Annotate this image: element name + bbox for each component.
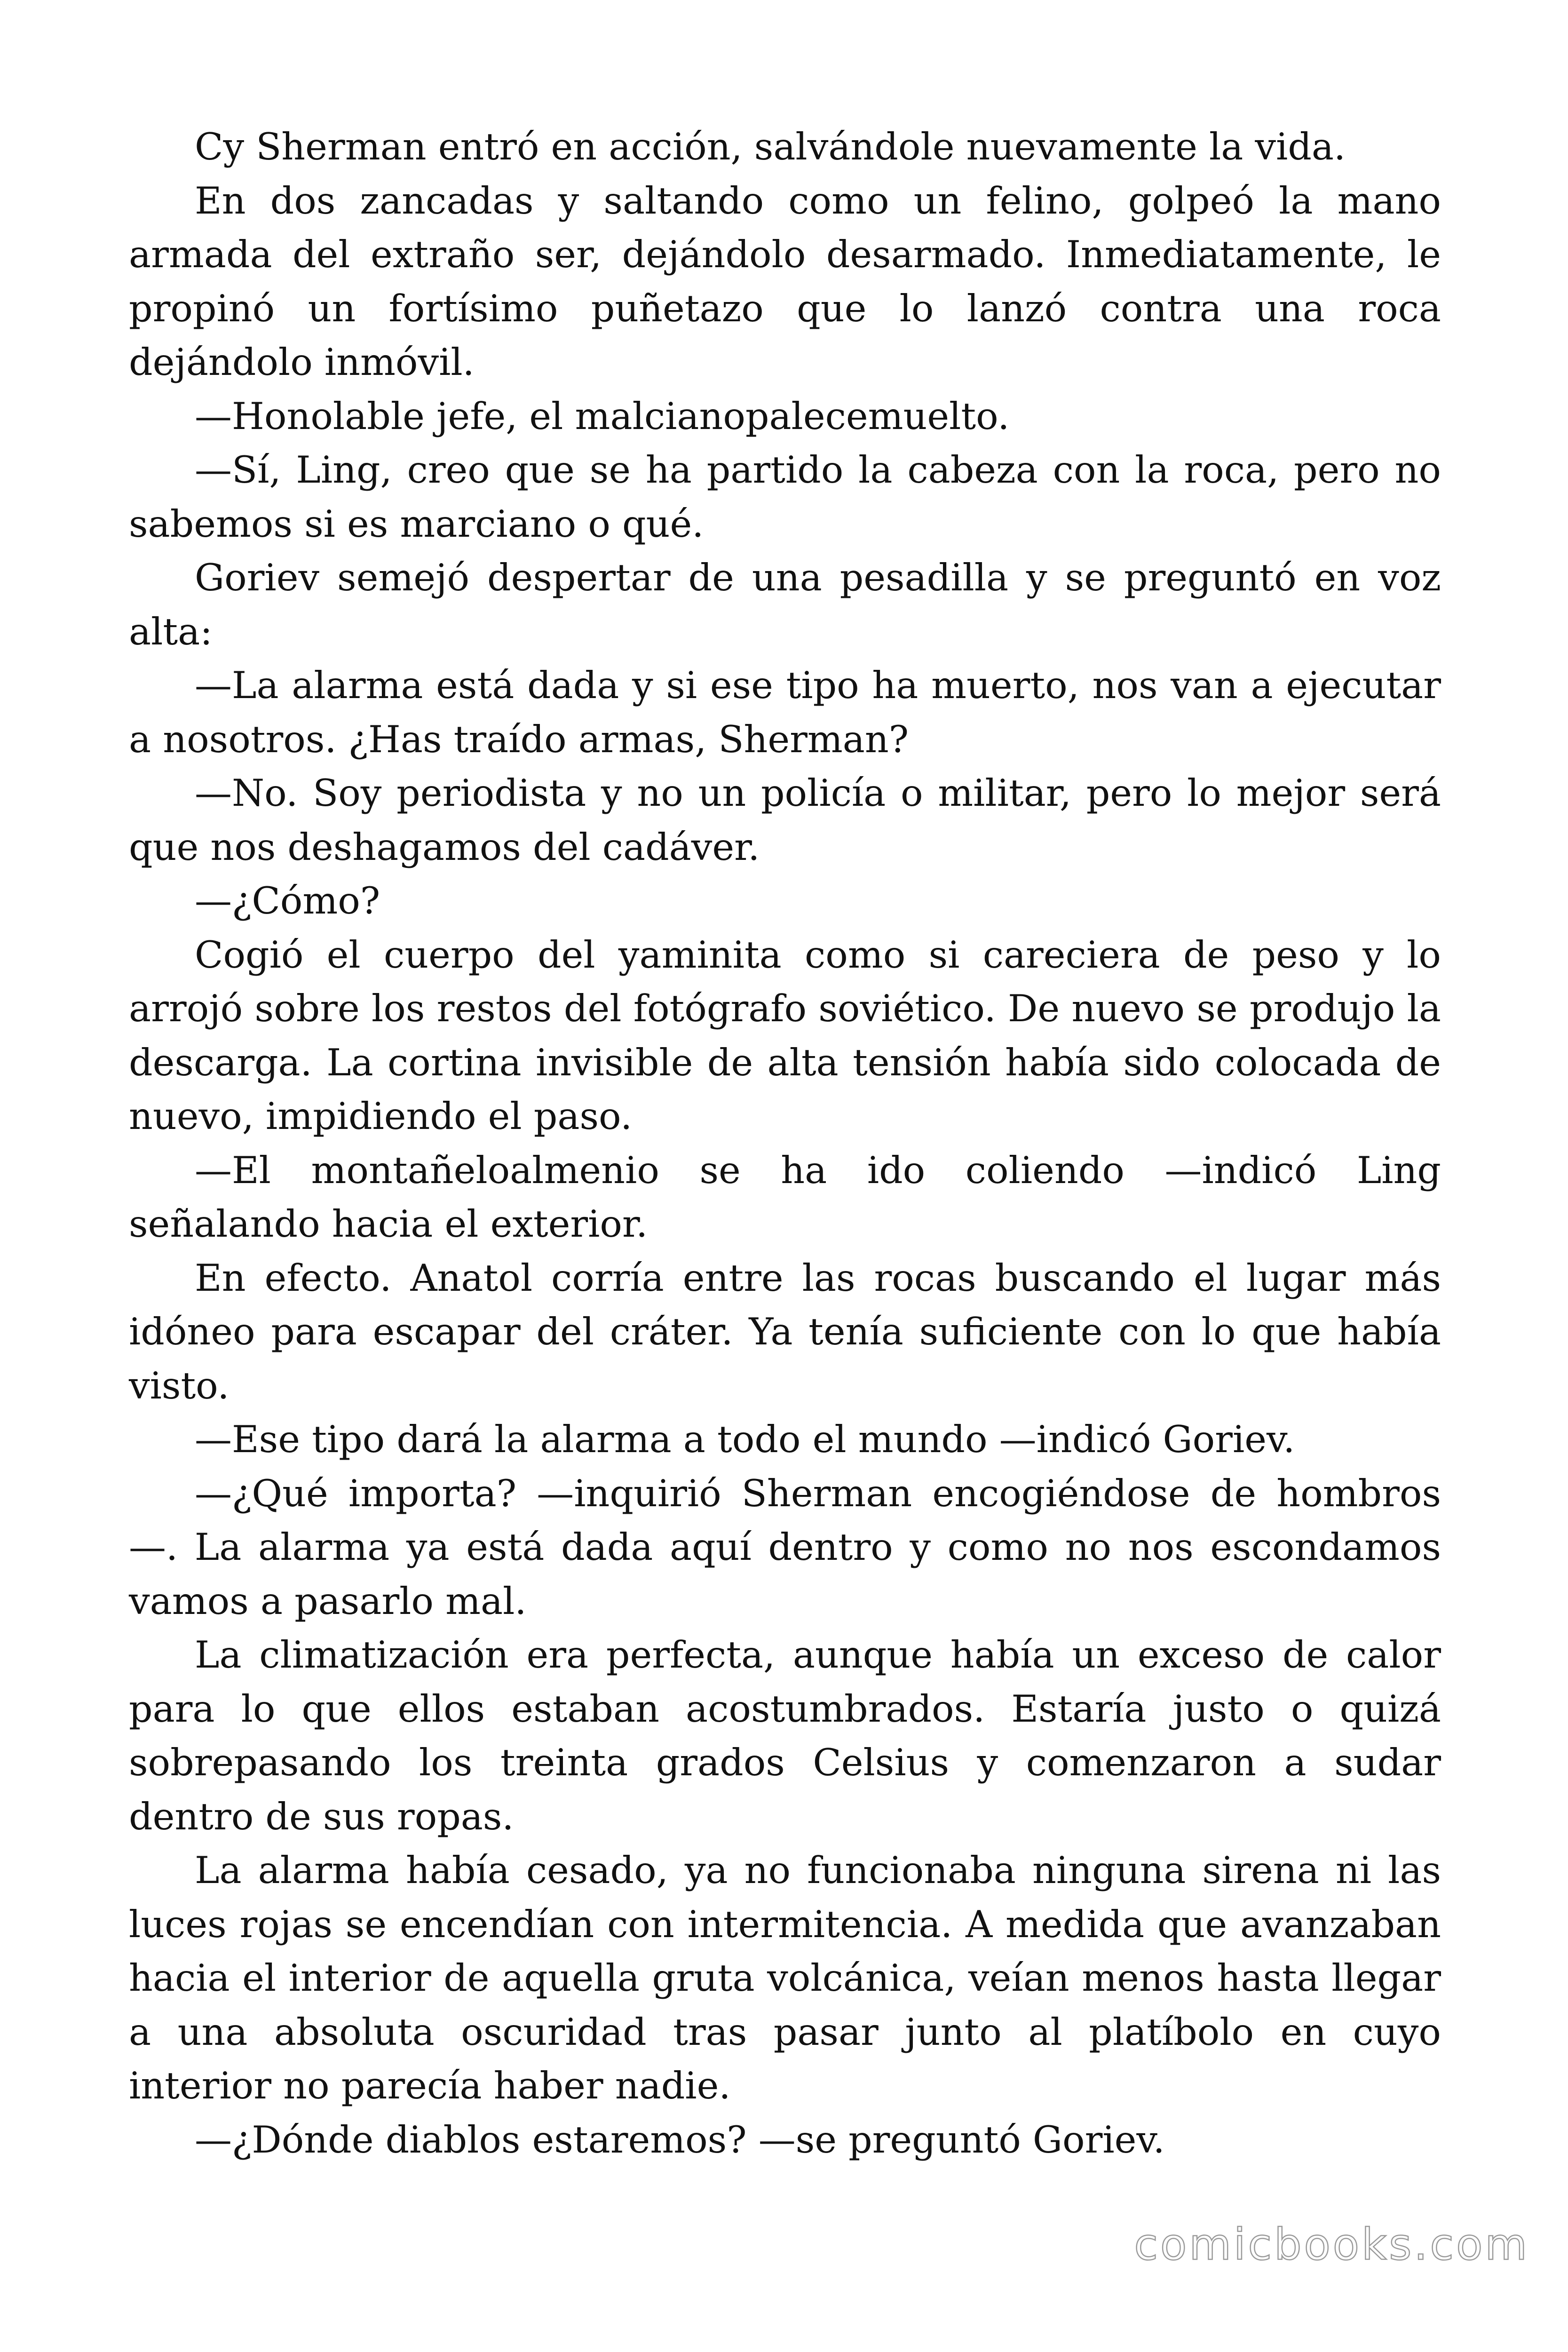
paragraph: —La alarma está dada y si ese tipo ha muerto, nos van a ejecutar a nosotros. ¿Has traído armas, Sherman?: [129, 664, 1441, 761]
paragraph: En dos zancadas y saltando como un felino, golpeó la mano armada del extraño ser, dejándolo desarmado. Inmediatamente, le propinó un fortísimo puñetazo que lo lanzó contra una roca dejándolo inmóvil.: [129, 179, 1441, 384]
paragraph: —No. Soy periodista y no un policía o militar, pero lo mejor será que nos deshagamos del cadáver.: [129, 771, 1441, 869]
paragraph: —¿Cómo?: [195, 879, 380, 922]
paragraph: Goriev semejó despertar de una pesadilla y se preguntó en voz alta:: [129, 556, 1441, 653]
paragraph: —¿Qué importa? —inquirió Sherman encogiéndose de hombros —. La alarma ya está dada aquí dentro y como no nos escondamos vamos a pasarlo mal.: [129, 1471, 1441, 1623]
body-text: [129, 120, 1441, 2167]
paragraph: —Ese tipo dará la alarma a todo el mundo —indicó Goriev.: [195, 1418, 1295, 1461]
paragraph: Cy Sherman entró en acción, salvándole nuevamente la vida.: [195, 125, 1346, 168]
paragraph: En efecto. Anatol corría entre las rocas buscando el lugar más idóneo para escapar del cráter. Ya tenía suficiente con lo que había visto.: [129, 1256, 1441, 1407]
paragraph: La climatización era perfecta, aunque había un exceso de calor para lo que ellos estaban acostumbrados. Estaría justo o quizá sobrepasando los treinta grados Celsius y comenzaron a sudar dentro de sus ropas.: [129, 1633, 1441, 1838]
paragraph: —Sí, Ling, creo que se ha partido la cabeza con la roca, pero no sabemos si es marciano o qué.: [129, 448, 1441, 546]
paragraph: —¿Dónde diablos estaremos? —se preguntó Goriev.: [195, 2118, 1165, 2161]
paragraph: Cogió el cuerpo del yaminita como si careciera de peso y lo arrojó sobre los restos del fotógrafo soviético. De nuevo se produjo la descarga. La cortina invisible de alta tensión había sido colocada de nuevo, impidiendo el paso.: [129, 933, 1441, 1138]
paragraph: —Honolable jefe, el malcianopalecemuelto.: [195, 394, 1010, 438]
paragraph: —El montañeloalmenio se ha ido coliendo —indicó Ling señalando hacia el exterior.: [129, 1148, 1441, 1246]
paragraph: La alarma había cesado, ya no funcionaba ninguna sirena ni las luces rojas se encendían con intermitencia. A medida que avanzaban hacia el interior de aquella gruta volcánica, veían menos hasta llegar a una absoluta oscuridad tras pasar junto al platíbolo en cuyo interior no parecía haber nadie.: [129, 1849, 1441, 2107]
watermark: comicbooks.com: [1134, 2219, 1529, 2270]
